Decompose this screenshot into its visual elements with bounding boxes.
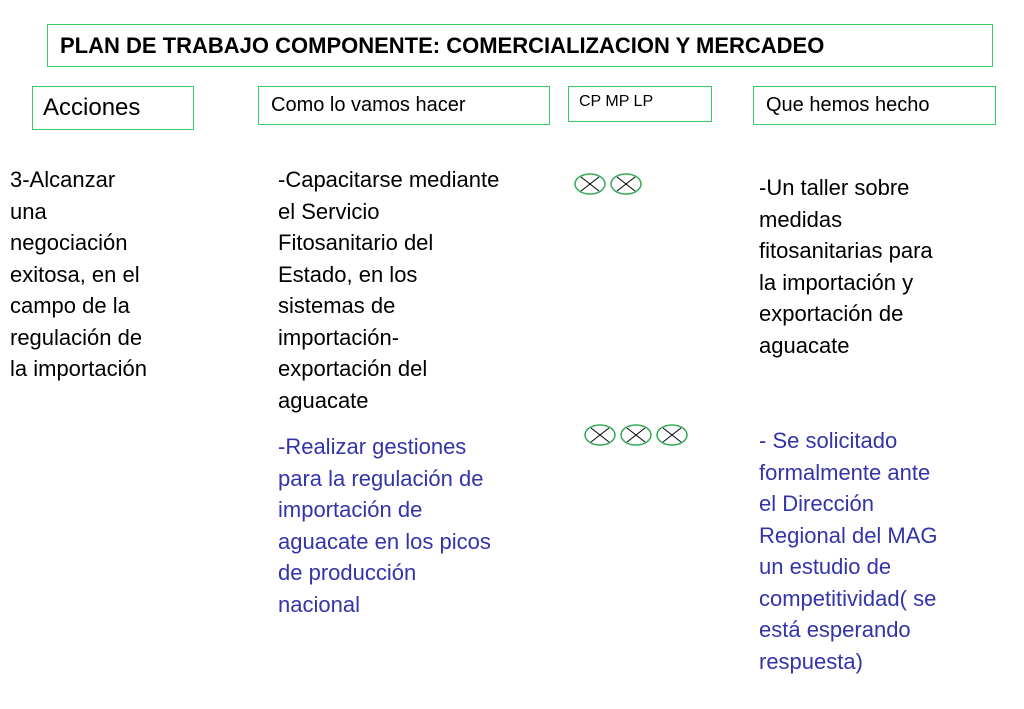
header-acciones xyxy=(32,86,194,130)
crossed-circle-icon xyxy=(620,424,652,446)
page-title: PLAN DE TRABAJO COMPONENTE: COMERCIALIZACION Y MERCADEO xyxy=(60,32,825,58)
hecho-item-2: - Se solicitado formalmente ante el Dirección Regional del MAG un estudio de competitividad( se está esperando respuesta) xyxy=(759,428,938,674)
header-hecho xyxy=(753,86,996,125)
header-como-label: Como lo vamos hacer xyxy=(271,94,466,116)
crossed-circle-icon xyxy=(584,424,616,446)
plazo-marks-row-2 xyxy=(584,424,688,446)
como-item-2: -Realizar gestiones para la regulación de importación de aguacate en los picos de producción nacional xyxy=(278,434,491,617)
header-hecho-label: Que hemos hecho xyxy=(766,94,930,116)
crossed-circle-icon xyxy=(656,424,688,446)
header-como xyxy=(258,86,550,125)
plazo-marks-row-1 xyxy=(574,173,642,195)
como-item-1: -Capacitarse mediante el Servicio Fitosanitario del Estado, en los sistemas de importación- exportación del aguacate xyxy=(278,167,500,413)
title-box xyxy=(47,24,993,67)
hecho-item-1: -Un taller sobre medidas fitosanitarias para la importación y exportación de aguacate xyxy=(759,175,933,358)
accion-text: 3-Alcanzar una negociación exitosa, en el campo de la regulación de la importación xyxy=(10,167,147,381)
crossed-circle-icon xyxy=(574,173,606,195)
header-plazo xyxy=(568,86,712,122)
header-acciones-label: Acciones xyxy=(43,94,141,121)
header-plazo-label: CP MP LP xyxy=(579,93,654,110)
crossed-circle-icon xyxy=(610,173,642,195)
